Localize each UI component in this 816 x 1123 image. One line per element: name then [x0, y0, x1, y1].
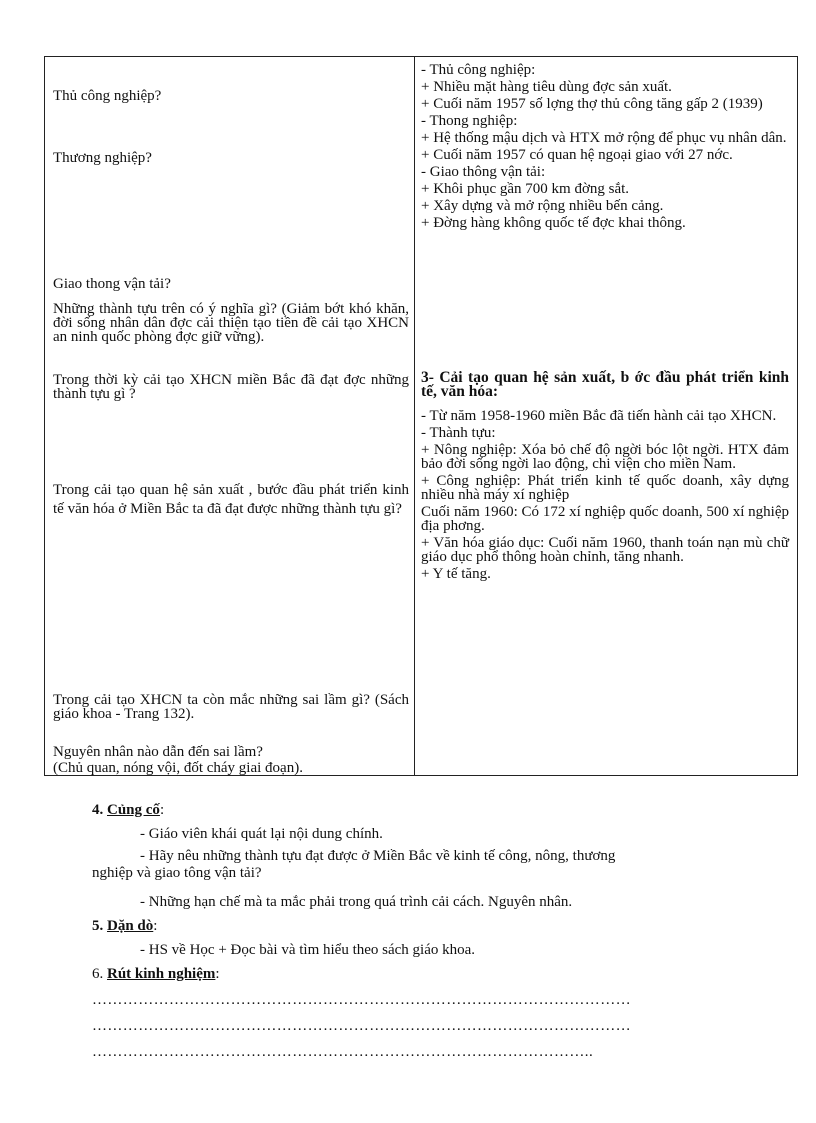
answer-line: + Hệ thống mậu dịch và HTX mở rộng để phục vụ nhân dân.: [421, 130, 787, 146]
answer-line: + Cuối năm 1957 có quan hệ ngoại giao với 27 nớc.: [421, 147, 733, 163]
answer-line: Cuối năm 1960: Có 172 xí nghiệp quốc doanh, 500 xí nghiệp địa phơng.: [421, 504, 789, 534]
section-5-item-wrap: [92, 942, 772, 959]
question-significance: Những thành tựu trên có ý nghĩa gì? (Giảm bớt khó khăn, đời sống nhân dân đợc cải thiện tạo tiền đề cải tạo XHCN an ninh quốc phòng đợc giữ vững).: [53, 301, 409, 345]
column-divider: [414, 57, 415, 775]
answer-line: + Đờng hàng không quốc tế đợc khai thông.: [421, 215, 686, 231]
answer-line: + Công nghiệp: Phát triển kinh tế quốc doanh, xây dựng nhiều nhà máy xí nghiệp: [421, 473, 789, 503]
section-4-item-3: [92, 894, 772, 911]
answer-line: - Thủ công nghiệp:: [421, 62, 536, 78]
answer-line: + Y tế tăng.: [421, 566, 491, 582]
question-achievements: Trong thời kỳ cải tạo XHCN miền Bắc đã đạt đợc những thành tựu gì ?: [53, 372, 409, 402]
question-transport: Giao thong vận tải?: [53, 276, 171, 292]
question-reform: Trong cải tạo quan hệ sản xuất , bước đầu phát triển kinh tế văn hóa ở Miền Bắc ta đã đạt được những thành tựu gì?: [53, 482, 409, 517]
answer-line: + Nông nghiệp: Xóa bỏ chế độ ngời bóc lột ngời. HTX đảm bảo đời sống ngời lao động, chi viện cho miền Nam.: [421, 442, 789, 472]
answer-line: - Thong nghiệp:: [421, 113, 518, 129]
lesson-table: [44, 56, 798, 776]
answer-line: + Cuối năm 1957 số lợng thợ thủ công tăng gấp 2 (1939): [421, 96, 763, 112]
section-4-item-cont: nghiệp và giao tông vận tải?: [92, 865, 262, 881]
answer-line: + Nhiều mặt hàng tiêu dùng đợc sản xuất.: [421, 79, 672, 95]
section-4-items: [92, 826, 772, 843]
section-4-item: - Những hạn chế mà ta mắc phải trong quá trình cải cách. Nguyên nhân.: [140, 894, 573, 910]
question-mistakes: Trong cải tạo XHCN ta còn mắc những sai lầm gì? (Sách giáo khoa - Trang 132).: [53, 692, 409, 722]
section-4-title: 4. Củng cố:: [92, 802, 165, 818]
answer-causes: (Chủ quan, nóng vội, đốt cháy giai đoạn).: [53, 760, 303, 776]
section-5-item: - HS về Học + Đọc bài và tìm hiểu theo sách giáo khoa.: [140, 942, 476, 958]
section-homework: [92, 918, 772, 935]
answer-line: - Từ năm 1958-1960 miền Bắc đã tiến hành cải tạo XHCN.: [421, 408, 777, 424]
section-6-title: 6. Rút kinh nghiệm:: [92, 966, 220, 982]
answer-line: - Thành tựu:: [421, 425, 496, 441]
question-causes: Nguyên nhân nào dẫn đến sai lầm?: [53, 744, 263, 760]
answer-line: - Giao thông vận tải:: [421, 164, 546, 180]
answers-reform: [421, 409, 789, 584]
section-consolidation: [92, 802, 772, 819]
answer-line: + Xây dựng và mở rộng nhiều bến cảng.: [421, 198, 664, 214]
question-commerce: Thương nghiệp?: [53, 150, 152, 166]
answers-economy: [421, 63, 789, 233]
answer-line: + Văn hóa giáo dục: Cuối năm 1960, thanh toán nạn mù chữ giáo dục phổ thông hoàn chỉnh, tăng nhanh.: [421, 535, 789, 565]
blank-line-3: ……………………………………………………………………………………..: [92, 1044, 594, 1060]
section-experience: [92, 966, 772, 983]
section-4-item: - Giáo viên khái quát lại nội dung chính.: [140, 826, 383, 842]
blank-line-1: ……………………………………………………………………………………………: [92, 992, 631, 1008]
section-4-item-2: [92, 848, 772, 882]
answer-line: + Khôi phục gần 700 km đờng sắt.: [421, 181, 630, 197]
section-4-item: - Hãy nêu những thành tựu đạt được ở Miền Bắc về kinh tế công, nông, thương: [140, 848, 616, 864]
section-3-heading: 3- Cải tạo quan hệ sản xuất, b ớc đầu phát triển kinh tế, văn hóa:: [421, 369, 789, 400]
blank-line-2: ……………………………………………………………………………………………: [92, 1018, 631, 1034]
section-5-title: 5. Dặn dò:: [92, 918, 158, 934]
question-handicraft: Thủ công nghiệp?: [53, 88, 162, 104]
